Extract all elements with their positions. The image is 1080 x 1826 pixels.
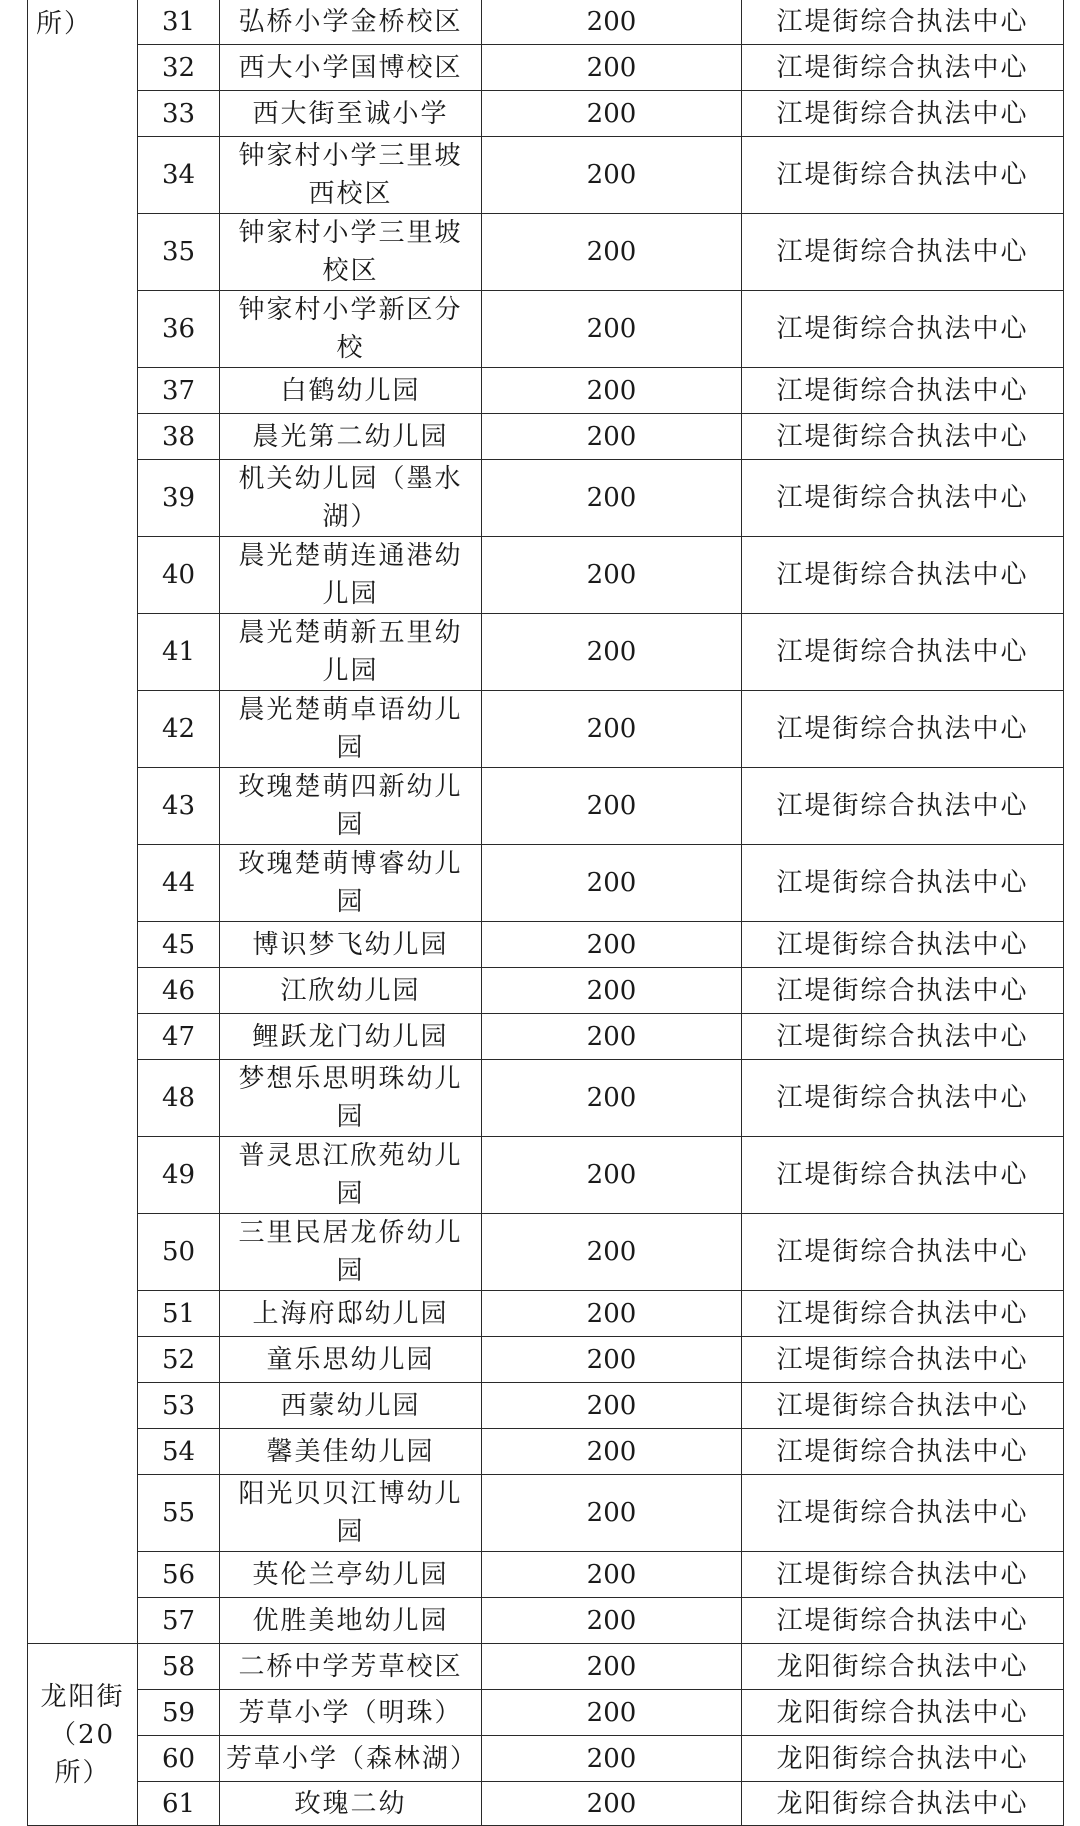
responsible-unit-cell: 江堤街综合执法中心 <box>742 291 1064 368</box>
amount-cell: 200 <box>482 460 742 537</box>
amount-cell: 200 <box>482 1337 742 1383</box>
school-name-cell: 英伦兰亭幼儿园 <box>220 1552 482 1598</box>
table-row <box>28 691 1064 768</box>
responsible-unit-cell: 江堤街综合执法中心 <box>742 0 1064 45</box>
row-number-cell: 59 <box>138 1690 220 1736</box>
row-number-cell: 42 <box>138 691 220 768</box>
amount-cell: 200 <box>482 291 742 368</box>
school-name-cell: 西大小学国博校区 <box>220 45 482 91</box>
school-name-cell: 鲤跃龙门幼儿园 <box>220 1014 482 1060</box>
responsible-unit-cell: 江堤街综合执法中心 <box>742 768 1064 845</box>
row-number-cell: 52 <box>138 1337 220 1383</box>
table-row <box>28 291 1064 368</box>
school-name-cell: 博识梦飞幼儿园 <box>220 922 482 968</box>
table-body <box>28 0 1064 1826</box>
table-row <box>28 537 1064 614</box>
table-row <box>28 1014 1064 1060</box>
row-number-cell: 53 <box>138 1383 220 1429</box>
row-number-cell: 60 <box>138 1736 220 1782</box>
table-row <box>28 968 1064 1014</box>
table-row <box>28 845 1064 922</box>
school-name-cell: 玫瑰楚萌四新幼儿园 <box>220 768 482 845</box>
responsible-unit-cell: 江堤街综合执法中心 <box>742 214 1064 291</box>
school-name-cell: 晨光楚萌连通港幼儿园 <box>220 537 482 614</box>
responsible-unit-cell: 江堤街综合执法中心 <box>742 691 1064 768</box>
table-row <box>28 1552 1064 1598</box>
responsible-unit-cell: 江堤街综合执法中心 <box>742 414 1064 460</box>
responsible-unit-cell: 江堤街综合执法中心 <box>742 1014 1064 1060</box>
amount-cell: 200 <box>482 1383 742 1429</box>
amount-cell: 200 <box>482 1014 742 1060</box>
table-row <box>28 1291 1064 1337</box>
school-name-cell: 钟家村小学新区分校 <box>220 291 482 368</box>
amount-cell: 200 <box>482 368 742 414</box>
school-name-cell: 钟家村小学三里坡西校区 <box>220 137 482 214</box>
school-name-cell: 上海府邸幼儿园 <box>220 1291 482 1337</box>
amount-cell: 200 <box>482 845 742 922</box>
row-number-cell: 45 <box>138 922 220 968</box>
amount-cell: 200 <box>482 922 742 968</box>
table-row <box>28 614 1064 691</box>
responsible-unit-cell: 江堤街综合执法中心 <box>742 45 1064 91</box>
table-row <box>28 45 1064 91</box>
table-row <box>28 1598 1064 1644</box>
row-number-cell: 58 <box>138 1644 220 1690</box>
table-row <box>28 414 1064 460</box>
amount-cell: 200 <box>482 45 742 91</box>
school-name-cell: 江欣幼儿园 <box>220 968 482 1014</box>
school-name-cell: 白鹤幼儿园 <box>220 368 482 414</box>
responsible-unit-cell: 龙阳街综合执法中心 <box>742 1782 1064 1826</box>
district-label: 龙阳街 （20 所） <box>40 1681 125 1788</box>
row-number-cell: 43 <box>138 768 220 845</box>
responsible-unit-cell: 龙阳街综合执法中心 <box>742 1736 1064 1782</box>
table-row <box>28 1644 1064 1690</box>
amount-cell: 200 <box>482 1137 742 1214</box>
school-name-cell: 弘桥小学金桥校区 <box>220 0 482 45</box>
table-row <box>28 1060 1064 1137</box>
amount-cell: 200 <box>482 1429 742 1475</box>
row-number-cell: 31 <box>138 0 220 45</box>
table-row <box>28 368 1064 414</box>
school-name-cell: 西大街至诚小学 <box>220 91 482 137</box>
responsible-unit-cell: 江堤街综合执法中心 <box>742 614 1064 691</box>
responsible-unit-cell: 江堤街综合执法中心 <box>742 1598 1064 1644</box>
responsible-unit-cell: 江堤街综合执法中心 <box>742 968 1064 1014</box>
row-number-cell: 35 <box>138 214 220 291</box>
row-number-cell: 57 <box>138 1598 220 1644</box>
school-name-cell: 机关幼儿园（墨水湖） <box>220 460 482 537</box>
row-number-cell: 54 <box>138 1429 220 1475</box>
school-name-cell: 晨光楚萌新五里幼儿园 <box>220 614 482 691</box>
table-row <box>28 1782 1064 1826</box>
school-name-cell: 三里民居龙侨幼儿园 <box>220 1214 482 1291</box>
table-row <box>28 1690 1064 1736</box>
amount-cell: 200 <box>482 1291 742 1337</box>
responsible-unit-cell: 江堤街综合执法中心 <box>742 922 1064 968</box>
row-number-cell: 41 <box>138 614 220 691</box>
amount-cell: 200 <box>482 768 742 845</box>
row-number-cell: 37 <box>138 368 220 414</box>
responsible-unit-cell: 江堤街综合执法中心 <box>742 368 1064 414</box>
school-name-cell: 玫瑰楚萌博睿幼儿园 <box>220 845 482 922</box>
responsible-unit-cell: 龙阳街综合执法中心 <box>742 1690 1064 1736</box>
table-row <box>28 91 1064 137</box>
table-row <box>28 1337 1064 1383</box>
district-cell <box>28 0 138 1644</box>
row-number-cell: 47 <box>138 1014 220 1060</box>
responsible-unit-cell: 龙阳街综合执法中心 <box>742 1644 1064 1690</box>
school-name-cell: 优胜美地幼儿园 <box>220 1598 482 1644</box>
amount-cell: 200 <box>482 91 742 137</box>
row-number-cell: 50 <box>138 1214 220 1291</box>
responsible-unit-cell: 江堤街综合执法中心 <box>742 1552 1064 1598</box>
responsible-unit-cell: 江堤街综合执法中心 <box>742 1337 1064 1383</box>
row-number-cell: 48 <box>138 1060 220 1137</box>
table-row <box>28 0 1064 45</box>
school-name-cell: 二桥中学芳草校区 <box>220 1644 482 1690</box>
row-number-cell: 56 <box>138 1552 220 1598</box>
responsible-unit-cell: 江堤街综合执法中心 <box>742 1137 1064 1214</box>
school-name-cell: 馨美佳幼儿园 <box>220 1429 482 1475</box>
responsible-unit-cell: 江堤街综合执法中心 <box>742 1475 1064 1552</box>
amount-cell: 200 <box>482 691 742 768</box>
responsible-unit-cell: 江堤街综合执法中心 <box>742 1060 1064 1137</box>
responsible-unit-cell: 江堤街综合执法中心 <box>742 1291 1064 1337</box>
table-row <box>28 922 1064 968</box>
amount-cell: 200 <box>482 414 742 460</box>
amount-cell: 200 <box>482 968 742 1014</box>
row-number-cell: 46 <box>138 968 220 1014</box>
row-number-cell: 38 <box>138 414 220 460</box>
school-name-cell: 晨光楚萌卓语幼儿园 <box>220 691 482 768</box>
amount-cell: 200 <box>482 1782 742 1826</box>
school-name-cell: 晨光第二幼儿园 <box>220 414 482 460</box>
amount-cell: 200 <box>482 1736 742 1782</box>
school-name-cell: 西蒙幼儿园 <box>220 1383 482 1429</box>
row-number-cell: 33 <box>138 91 220 137</box>
table-row <box>28 460 1064 537</box>
row-number-cell: 34 <box>138 137 220 214</box>
amount-cell: 200 <box>482 537 742 614</box>
amount-cell: 200 <box>482 1475 742 1552</box>
amount-cell: 200 <box>482 0 742 45</box>
table-row <box>28 214 1064 291</box>
school-name-cell: 钟家村小学三里坡校区 <box>220 214 482 291</box>
responsible-unit-cell: 江堤街综合执法中心 <box>742 460 1064 537</box>
row-number-cell: 40 <box>138 537 220 614</box>
amount-cell: 200 <box>482 1060 742 1137</box>
row-number-cell: 49 <box>138 1137 220 1214</box>
schools-table <box>27 0 1064 1826</box>
table-row <box>28 1383 1064 1429</box>
amount-cell: 200 <box>482 1214 742 1291</box>
district-label: 所） <box>36 9 93 39</box>
amount-cell: 200 <box>482 137 742 214</box>
table-row <box>28 1475 1064 1552</box>
table-row <box>28 768 1064 845</box>
responsible-unit-cell: 江堤街综合执法中心 <box>742 137 1064 214</box>
amount-cell: 200 <box>482 1552 742 1598</box>
amount-cell: 200 <box>482 1690 742 1736</box>
amount-cell: 200 <box>482 1598 742 1644</box>
school-name-cell: 芳草小学（明珠） <box>220 1690 482 1736</box>
row-number-cell: 51 <box>138 1291 220 1337</box>
amount-cell: 200 <box>482 1644 742 1690</box>
table-row <box>28 1137 1064 1214</box>
row-number-cell: 61 <box>138 1782 220 1826</box>
responsible-unit-cell: 江堤街综合执法中心 <box>742 845 1064 922</box>
responsible-unit-cell: 江堤街综合执法中心 <box>742 537 1064 614</box>
amount-cell: 200 <box>482 614 742 691</box>
responsible-unit-cell: 江堤街综合执法中心 <box>742 91 1064 137</box>
table-row <box>28 137 1064 214</box>
table-row <box>28 1214 1064 1291</box>
table-row <box>28 1429 1064 1475</box>
school-name-cell: 芳草小学（森林湖） <box>220 1736 482 1782</box>
table-row <box>28 1736 1064 1782</box>
school-name-cell: 梦想乐思明珠幼儿园 <box>220 1060 482 1137</box>
amount-cell: 200 <box>482 214 742 291</box>
responsible-unit-cell: 江堤街综合执法中心 <box>742 1429 1064 1475</box>
row-number-cell: 36 <box>138 291 220 368</box>
responsible-unit-cell: 江堤街综合执法中心 <box>742 1214 1064 1291</box>
row-number-cell: 55 <box>138 1475 220 1552</box>
school-name-cell: 普灵思江欣苑幼儿园 <box>220 1137 482 1214</box>
responsible-unit-cell: 江堤街综合执法中心 <box>742 1383 1064 1429</box>
school-name-cell: 玫瑰二幼 <box>220 1782 482 1826</box>
row-number-cell: 32 <box>138 45 220 91</box>
school-name-cell: 阳光贝贝江博幼儿园 <box>220 1475 482 1552</box>
school-name-cell: 童乐思幼儿园 <box>220 1337 482 1383</box>
row-number-cell: 44 <box>138 845 220 922</box>
row-number-cell: 39 <box>138 460 220 537</box>
